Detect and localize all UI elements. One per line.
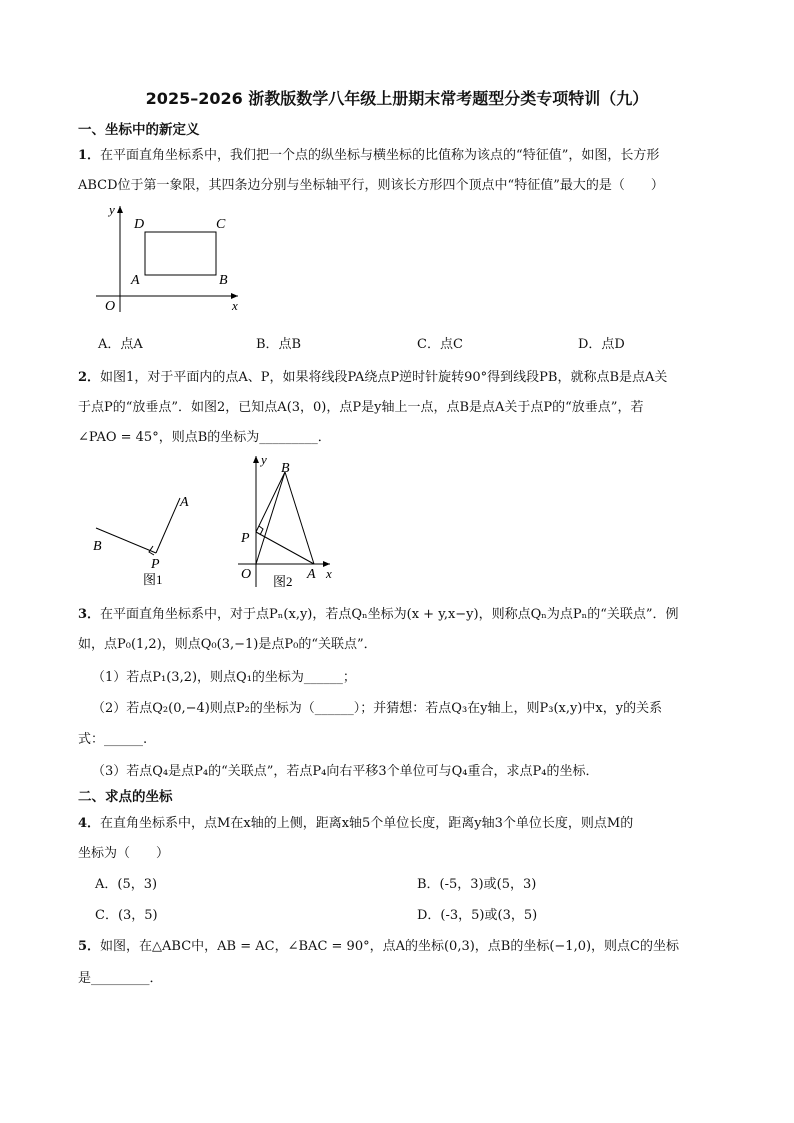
origin-label: O (105, 299, 116, 314)
question-text-line: 于点P的“放垂点”．如图2，已知点A(3，0)，点P是y轴上一点，点B是点A关于点P的“放垂点”，若 (78, 400, 644, 415)
sub-question-1: （1）若点P₁(3,2)，则点Q₁的坐标为______； (92, 670, 356, 685)
question-text-line: 如图，在△ABC中，AB = AC，∠BAC = 90°，点A的坐标(0,3)，点B的坐标(−1,0)，则点C的坐标 (100, 939, 680, 954)
page-title: 2025–2026 浙教版数学八年级上册期末常考题型分类专项特训（九） (145, 89, 649, 108)
question-text-line: 如图1，对于平面内的点A、P，如果将线段PA绕点P逆时针旋转90°得到线段PB，就称点B是点A关 (100, 370, 668, 385)
point-label-A: A (131, 273, 140, 288)
origin-label: O (241, 567, 252, 582)
option-c: C．(3，5) (95, 908, 158, 923)
point-label-D: D (134, 217, 145, 232)
question-text-line: 是_________． (78, 971, 163, 986)
point-label-A: A (180, 495, 189, 510)
point-label-P: P (241, 531, 250, 546)
point-label-B: B (219, 273, 228, 288)
axis-label-x: x (326, 566, 332, 581)
section-heading-1: 一、坐标中的新定义 (78, 122, 200, 138)
question-text-line: ∠PAO = 45°，则点B的坐标为_________． (78, 430, 331, 445)
question-number: 5． (78, 939, 101, 954)
option-a: A．(5，3) (95, 877, 158, 892)
question-number: 4． (78, 816, 101, 831)
sub-question-2-cont: 式：______. (78, 732, 148, 747)
option-c: C．点C (417, 337, 463, 352)
option-a: A．点A (98, 337, 143, 352)
question-text-line: 在直角坐标系中，点M在x轴的上侧，距离x轴5个单位长度，距离y轴3个单位长度，则点M的 (100, 816, 634, 831)
rectangle-figure (92, 200, 252, 318)
option-b: B．(-5，3)或(5，3) (417, 877, 537, 892)
figure-1 (88, 488, 198, 593)
axis-label-y: y (261, 452, 267, 467)
point-label-C: C (216, 217, 226, 232)
question-text-line: 在平面直角坐标系中，我们把一个点的纵坐标与横坐标的比值称为该点的“特征值”，如图，长方形 (100, 148, 660, 163)
axis-label-y: y (109, 202, 115, 217)
question-number: 1． (78, 148, 101, 163)
axis-label-x: x (232, 298, 238, 313)
option-d: D．(-3，5)或(3，5) (417, 908, 538, 923)
question-text-line: 如，点P₀(1,2)，则点Q₀(3,−1)是点P₀的“关联点”． (78, 637, 377, 652)
point-label-P: P (151, 557, 160, 572)
question-text-line: 坐标为（ ） (78, 846, 170, 861)
point-label-A: A (307, 567, 316, 582)
figure-caption: 图2 (273, 574, 293, 589)
question-number: 2． (78, 370, 101, 385)
figure-2 (230, 452, 342, 592)
question-text-line: 在平面直角坐标系中，对于点Pₙ(x,y)，若点Qₙ坐标为(x + y,x−y)，则称点Qₙ为点Pₙ的“关联点”．例 (100, 607, 679, 622)
sub-question-3: （3）若点Q₄是点P₄的“关联点”，若点P₄向右平移3个单位可与Q₄重合，求点P₄的坐标． (92, 764, 599, 779)
section-heading-2: 二、求点的坐标 (78, 789, 173, 805)
sub-question-2: （2）若点Q₂(0,−4)则点P₂的坐标为（______）；并猜想：若点Q₃在y轴上，则P₃(x,y)中x，y的关系 (92, 701, 663, 716)
question-number: 3． (78, 607, 101, 622)
question-text-line: ABCD位于第一象限，其四条边分别与坐标轴平行，则该长方形四个顶点中“特征值”最大的是（ ） (78, 178, 664, 193)
point-label-B: B (93, 539, 102, 554)
option-b: B．点B (256, 337, 302, 352)
option-d: D．点D (578, 337, 625, 352)
point-label-B: B (281, 461, 290, 476)
figure-caption: 图1 (143, 572, 163, 587)
